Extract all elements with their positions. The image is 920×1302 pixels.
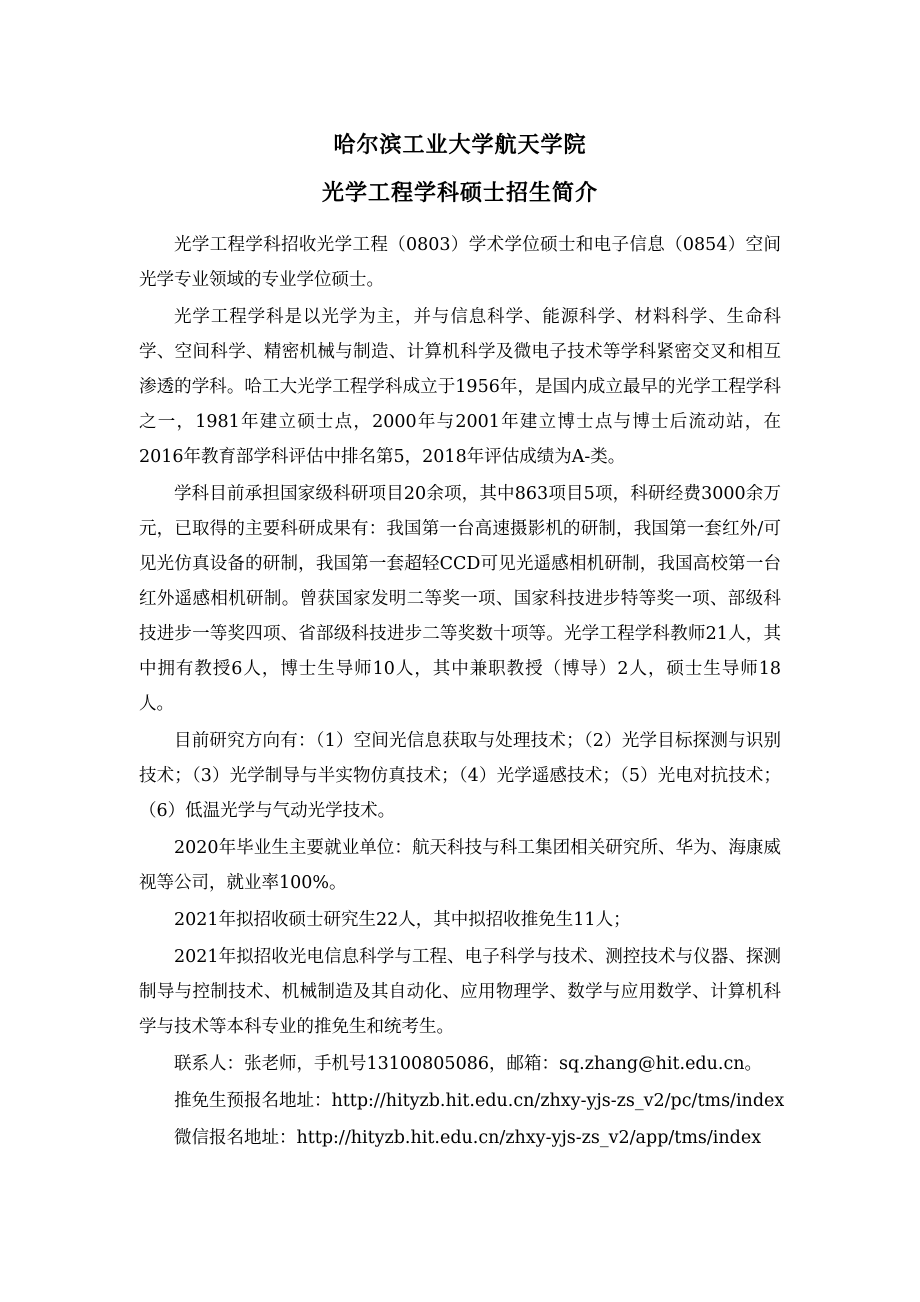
paragraph-enrollment-quota: 2021年拟招收硕士研究生22人，其中拟招收推免生11人； — [174, 910, 631, 930]
paragraph-intro: 光学工程学科招收光学工程（0803）学术学位硕士和电子信息（0854）空间光学专业领域的专业学位硕士。 — [139, 235, 781, 290]
page-subtitle: 光学工程学科硕士招生简介 — [321, 181, 598, 206]
wechat-registration-label: 微信报名地址： — [174, 1128, 297, 1148]
paragraph-discipline: 光学工程学科是以光学为主，并与信息科学、能源科学、材料科学、生命科学、空间科学、精密机械与制造、计算机科学及微电子技术等学科紧密交叉和相互渗透的学科。哈工大光学工程学科成立于1956年，是国内成立最早的光学工程学科之一，1981年建立硕士点，2000年与2001年建立博士点与博士后流动站，在2016年教育部学科评估中排名第5，2018年评估成绩为A-类。 — [139, 307, 781, 467]
document-body — [139, 228, 785, 1158]
recommended-registration-line — [139, 1084, 785, 1119]
paragraph-majors: 2021年拟招收光电信息科学与工程、电子科学与技术、测控技术与仪器、探测制导与控制技术、机械制造及其自动化、应用物理学、数学与应用数学、计算机科学与技术等本科专业的推免生和统考生。 — [139, 947, 781, 1037]
paragraph-research-directions: 目前研究方向有：（1）空间光信息获取与处理技术；（2）光学目标探测与识别技术；（3）光学制导与半实物仿真技术；（4）光学遥感技术；（5）光电对抗技术；（6）低温光学与气动光学技术。 — [139, 731, 781, 821]
wechat-registration-line — [139, 1121, 781, 1156]
recommended-registration-link[interactable]: http://hityzb.hit.edu.cn/zhxy-yjs-zs_v2/pc/tms/index — [331, 1091, 785, 1111]
paragraph-research-projects: 学科目前承担国家级科研项目20余项，其中863项目5项，科研经费3000余万元，已取得的主要科研成果有：我国第一台高速摄影机的研制，我国第一套红外/可见光仿真设备的研制，我国第一套超轻CCD可见光遥感相机研制，我国高校第一台红外遥感相机研制。曾获国家发明二等奖一项、国家科技进步特等奖一项、部级科技进步一等奖四项、省部级科技进步二等奖数十项等。光学工程学科教师21人，其中拥有教授6人，博士生导师10人，其中兼职教授（博导）2人，硕士生导师18人。 — [139, 484, 781, 714]
wechat-registration-link[interactable]: http://hityzb.hit.edu.cn/zhxy-yjs-zs_v2/app/tms/index — [296, 1128, 762, 1148]
paragraph-contact: 联系人：张老师，手机号13100805086，邮箱：sq.zhang@hit.edu.cn。 — [174, 1054, 763, 1074]
paragraph-employment: 2020年毕业生主要就业单位：航天科技与科工集团相关研究所、华为、海康威视等公司，就业率100%。 — [139, 838, 781, 893]
recommended-registration-label: 推免生预报名地址： — [174, 1091, 332, 1111]
page-title: 哈尔滨工业大学航天学院 — [333, 133, 587, 158]
